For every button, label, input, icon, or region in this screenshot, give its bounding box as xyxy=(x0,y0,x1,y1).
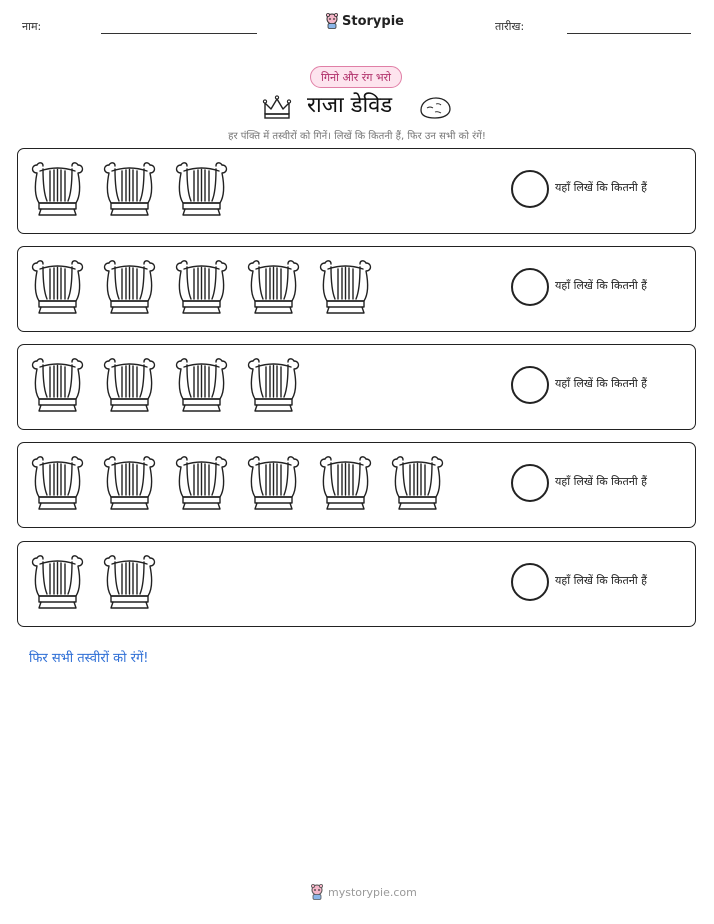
answer-label: यहाँ लिखें कि कितनी हैं xyxy=(555,279,648,292)
brand-logo xyxy=(325,13,404,29)
title-block xyxy=(262,91,462,123)
lyre-icon xyxy=(29,353,86,415)
count-row-4 xyxy=(17,442,696,528)
mascot-icon xyxy=(310,884,324,900)
lyre-group xyxy=(29,157,230,219)
lyre-icon xyxy=(101,157,158,219)
lyre-icon xyxy=(101,451,158,513)
lyre-icon xyxy=(173,157,230,219)
lyre-icon xyxy=(29,157,86,219)
lyre-icon xyxy=(29,255,86,317)
lyre-icon xyxy=(245,353,302,415)
answer-circle[interactable] xyxy=(511,366,549,404)
instruction-text: हर पंक्ति में तस्वीरों को गिनें। लिखें कि कितनी हैं, फिर उन सभी को रंगें! xyxy=(228,131,486,142)
lyre-icon xyxy=(101,353,158,415)
lyre-group xyxy=(29,353,302,415)
answer-label: यहाँ लिखें कि कितनी हैं xyxy=(555,181,648,194)
lyre-icon xyxy=(101,255,158,317)
count-row-1 xyxy=(17,148,696,234)
answer-circle[interactable] xyxy=(511,563,549,601)
site-url: mystorypie.com xyxy=(328,885,417,899)
answer-label: यहाँ लिखें कि कितनी हैं xyxy=(555,475,648,488)
page-title: राजा डेविड xyxy=(307,93,393,118)
site-footer xyxy=(310,884,417,900)
answer-label: यहाँ लिखें कि कितनी हैं xyxy=(555,377,648,390)
lyre-icon xyxy=(173,255,230,317)
count-row-2 xyxy=(17,246,696,332)
name-label: नाम: xyxy=(22,20,42,33)
lyre-icon xyxy=(101,550,158,612)
date-line[interactable] xyxy=(567,33,691,34)
lyre-icon xyxy=(29,550,86,612)
lyre-icon xyxy=(317,255,374,317)
crown-icon xyxy=(262,94,292,120)
lyre-group xyxy=(29,550,158,612)
lyre-icon xyxy=(317,451,374,513)
brand-name: Storypie xyxy=(342,13,404,29)
answer-circle[interactable] xyxy=(511,464,549,502)
lyre-icon xyxy=(245,451,302,513)
lyre-icon xyxy=(173,451,230,513)
count-row-5 xyxy=(17,541,696,627)
lyre-icon xyxy=(29,451,86,513)
answer-label: यहाँ लिखें कि कितनी हैं xyxy=(555,574,648,587)
color-instruction: फिर सभी तस्वीरों को रंगें! xyxy=(29,651,149,666)
lyre-group xyxy=(29,255,374,317)
activity-badge: गिनो और रंग भरो xyxy=(310,66,402,88)
mascot-icon xyxy=(325,13,339,29)
answer-circle[interactable] xyxy=(511,268,549,306)
lyre-icon xyxy=(173,353,230,415)
name-line[interactable] xyxy=(101,33,257,34)
count-row-3 xyxy=(17,344,696,430)
answer-circle[interactable] xyxy=(511,170,549,208)
lyre-group xyxy=(29,451,446,513)
date-label: तारीख: xyxy=(495,20,525,33)
lyre-icon xyxy=(389,451,446,513)
stone-icon xyxy=(418,96,452,120)
lyre-icon xyxy=(245,255,302,317)
